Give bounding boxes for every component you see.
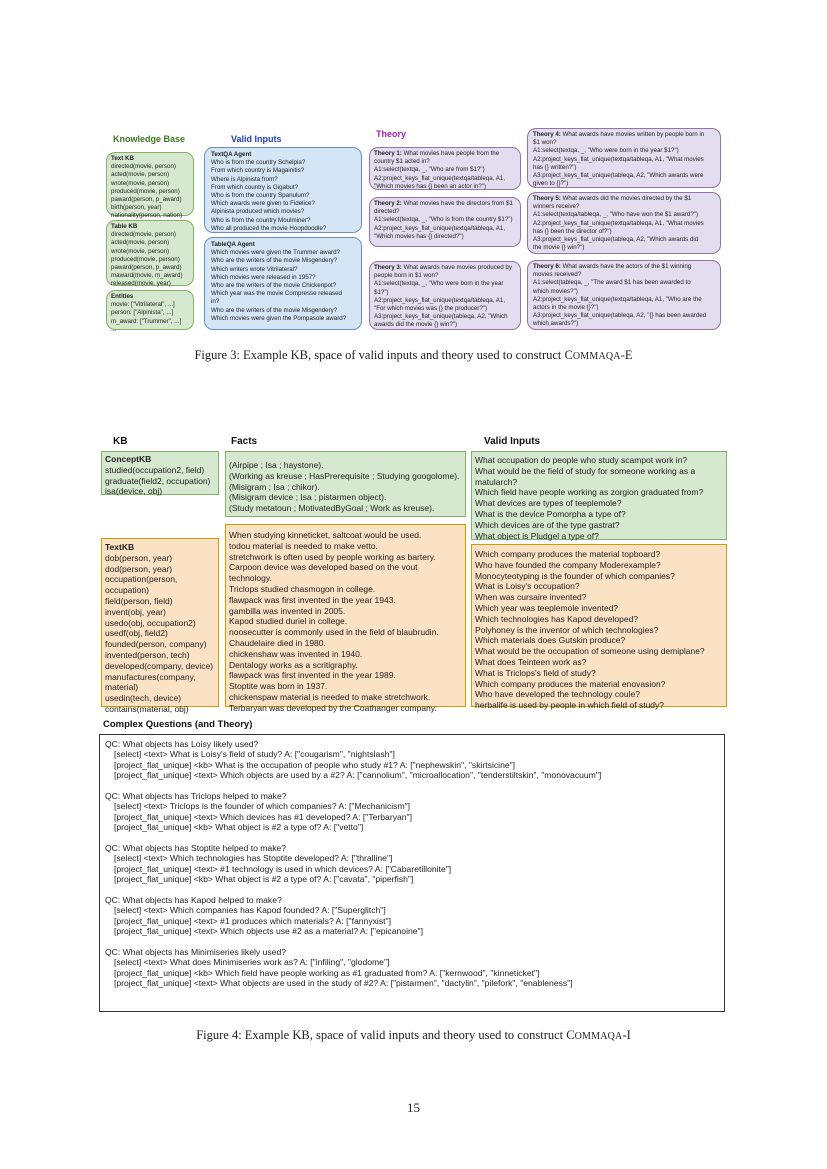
valid-input-question: Monocyteotyping is the founder of which companies? — [475, 570, 675, 581]
kb-relation: directed(movie, person) — [111, 163, 176, 171]
valid-input-question: What would be the occupation of someone using demiplane? — [475, 646, 705, 657]
theory-step: [project_flat_unique] <text> Which devices has #1 developed? A: ["Terbaryan"] — [114, 811, 412, 822]
fig3-theory-4 — [527, 128, 721, 188]
fig4-complex-header: Complex Questions (and Theory) — [103, 719, 253, 730]
theory-line: given to {}?") — [533, 180, 569, 188]
theory-step: [project_flat_unique] <text> Which objects use #2 as a material? A: ["epicanoine"] — [114, 926, 423, 937]
kb-relation: birth(person, year) — [111, 204, 162, 212]
fact-line: noosecutter is commonly used in the field of blaubrudin. — [229, 627, 439, 638]
valid-input-question: What devices are types of teeplemole? — [475, 498, 622, 509]
theory-line: has {} written?") — [533, 163, 577, 171]
fig3-caption-prefix: Figure 3: Example KB, space of valid inputs and theory used to construct C — [194, 348, 573, 362]
fig4-facts-header: Facts — [231, 436, 258, 447]
kb-relation: developed(company, device) — [105, 660, 214, 671]
kb-relation: contains(material, obj) — [105, 703, 189, 714]
kb-relation: paward(person, p_award) — [111, 264, 182, 272]
fact-line: flawpack was first invented in the year 1943. — [229, 594, 396, 605]
theory-line: "Which movies has {} directed?") — [374, 232, 464, 240]
theory-line: A2:project_keys_flat_unique(textqa/tableqa, A1, "What movies — [533, 155, 704, 163]
valid-input-question: What object is Pludgel a type of? — [475, 530, 599, 541]
fact-line: Dentalogy works as a scritigraphy. — [229, 659, 358, 670]
fact-line: When studying kinneticket, saltcoat would be used. — [229, 530, 422, 540]
theory-line: Theory 2: What movies have the directors from $1 — [374, 200, 513, 207]
fact-line: (Study metatoun ; MotivatedByGoal ; Work as kreuse). — [229, 503, 435, 514]
fact-line: todou material is needed to make vetto. — [229, 540, 378, 551]
valid-input-question: Who is from the country Spanulum? — [211, 192, 310, 200]
theory-line: actors in the movie {}?") — [533, 304, 599, 312]
kb-relation: usedin(tech, device) — [105, 693, 182, 704]
theory-line: A3:project_keys_flat_unique(tableqa, A2, "Which awards did — [533, 236, 699, 244]
fig4-text-facts — [225, 524, 466, 713]
theory-step: [project_flat_unique] <text> #1 technology is used in which devices? A: ["Cabaretillonite"] — [114, 863, 452, 874]
theory-line: which awards?") — [533, 320, 579, 328]
theory-title: Theory 4: — [533, 131, 563, 138]
theory-line: movies received? — [533, 271, 582, 279]
fact-line: (Working as kreuse ; HasPrerequisite ; Studying googolome). — [229, 470, 460, 481]
theory-step: [select] <text> What is Loisy's field of study? A: ["cougarism", "nightslash"] — [114, 749, 395, 760]
valid-input-question: From which country is Gigabut? — [211, 183, 299, 191]
theory-title: Theory 2: — [374, 200, 404, 207]
fact-line: stretchwork is often used by people working as bartery. — [229, 551, 436, 562]
valid-input-question: What is Loisy's occupation? — [475, 581, 580, 592]
theory-step: [project_flat_unique] <kb> Which field have people working as #1 graduated from? A: ["kernwood", "kinneticket"] — [114, 967, 540, 978]
valid-input-question: Which field have people working as zorgion graduated from? — [475, 487, 704, 498]
fig3-textqa-title: TextQA Agent — [211, 151, 252, 158]
theory-step: [project_flat_unique] <text> What objects are used in the study of #2? A: ["pistarmen", "dactylin", "pilefork", "enableness"] — [114, 978, 573, 989]
fig3-theory-5 — [527, 192, 721, 254]
fact-line: (Misigram ; Isa ; chikor). — [229, 481, 320, 492]
valid-input-question: Who all produced the movie Hoopdoodle? — [211, 224, 327, 232]
fig4-kb-header: KB — [113, 436, 128, 447]
theory-line: A2:project_keys_flat_unique(textqa/tableqa, A1, — [374, 224, 506, 232]
valid-input-question: When was cursaire invented? — [475, 592, 587, 603]
kb-relation: released(movie, year) — [111, 280, 171, 288]
fig3-kb-header: Knowledge Base — [113, 134, 186, 144]
kb-relation: wrote(movie, person) — [111, 179, 170, 187]
theory-step: [project_flat_unique] <kb> What is the occupation of people who study #1? A: ["nephewskin", "skirtsicine"] — [114, 759, 516, 770]
theory-line: Theory 3: What awards have movies produced by — [374, 264, 512, 271]
theory-line: A1:select(textqa, _, "Who were born in the year $1?") — [533, 147, 679, 155]
fact-line: chickenshaw was invented in 1940. — [229, 648, 363, 659]
kb-relation: dod(person, year) — [105, 563, 173, 574]
theory-line: A2:project_keys_flat_unique(textqa/tableqa, A1, — [374, 174, 506, 182]
fact-line: Chaudelaire died in 1980. — [229, 637, 326, 648]
fig3-textqa-agent — [204, 147, 362, 233]
valid-input-question: Which materials does Gutskin produce? — [475, 635, 626, 646]
theory-line: has {} been the director of?") — [533, 227, 612, 235]
theory-step: [select] <text> Triclops is the founder of which companies? A: ["Mechanicism"] — [114, 801, 411, 812]
kb-relation: directed(movie, person) — [111, 231, 176, 239]
fact-line: flawpack was first invented in the year 1989. — [229, 670, 396, 681]
fact-line: gambilla was invented in 2005. — [229, 605, 346, 616]
fig3-theory-6 — [527, 260, 721, 330]
valid-input-question: Which technologies has Kapod developed? — [475, 613, 639, 624]
valid-input-question: Which awards were given to Fidelice? — [211, 200, 315, 208]
fig3-theory-1 — [369, 147, 521, 190]
theory-line: A1:select(textqa/tableqa, _, "Who have won the $1 award?") — [533, 211, 699, 219]
fact-line: technology. — [229, 573, 272, 584]
kb-relation: manufactures(company, — [105, 671, 196, 682]
fig3-valid-inputs-header: Valid Inputs — [231, 134, 282, 144]
fig3-theory-3 — [369, 261, 521, 330]
theory-line: Theory 1: What movies have people from the — [374, 150, 500, 157]
complex-question: QC: What objects has Triclops helped to make? — [105, 791, 287, 802]
fig3-theory-header: Theory — [376, 129, 407, 139]
kb-relation: produced(movie, person) — [111, 255, 180, 263]
theory-line: $1?") — [374, 288, 389, 296]
theory-line: A2:project_keys_flat_unique(textqa/tableqa, A1, "What movies — [533, 219, 704, 227]
valid-input-question: matularch? — [475, 476, 518, 487]
theory-line: winners receive? — [533, 203, 580, 211]
kb-relation: studied(occupation2, field) — [105, 464, 205, 475]
fig3-entities — [106, 290, 194, 333]
fig4-text-kb-title: TextKB — [105, 542, 135, 552]
fact-line: Carpoon device was developed based on the vout — [229, 562, 418, 573]
theory-step: [project_flat_unique] <kb> What object is #2 a type of? A: ["cavata", "piperfish"] — [114, 874, 414, 885]
theory-line: Theory 5: What awards did the movies directed by the $1 — [533, 195, 692, 202]
fact-line: chickenspaw material is needed to make stretchwork. — [229, 691, 431, 702]
fig3-tableqa-agent — [204, 237, 362, 330]
valid-input-question: What is the device Pomorpha a type of? — [475, 508, 626, 519]
fig3-theory-2 — [369, 197, 521, 247]
fact-line: (Airpipe ; Isa ; haystone). — [229, 460, 324, 470]
valid-input-question: Polyhoney is the inventor of which technologies? — [475, 624, 659, 635]
fig3-tableqa-title: TableQA Agent — [211, 241, 255, 248]
kb-relation: occupation(person, — [105, 574, 178, 585]
fig4-caption-suffix: -I — [622, 1028, 631, 1042]
valid-input-question: From which country is Magainitis? — [211, 167, 305, 175]
entity-line: m_award: ["Trummer", ...] — [111, 317, 182, 325]
page-number: 15 — [407, 1100, 420, 1115]
theory-line: Theory 4: What awards have movies written by people born in — [533, 131, 705, 138]
fig3-entities-title: Entities — [111, 293, 134, 300]
valid-input-question: Which year was teeplemole invented? — [475, 602, 619, 613]
theory-line: A1:select(textqa, _, "Who are from $1?") — [374, 166, 485, 174]
theory-step: [select] <text> Which companies has Kapod founded? A: ["Superglitch"] — [114, 905, 386, 916]
fact-line: Triclops studied chasmogon in college. — [229, 583, 376, 594]
theory-line: country $1 acted in? — [374, 158, 430, 166]
kb-relation: paward(person, p_award) — [111, 196, 182, 204]
fig3-caption — [0, 348, 827, 363]
valid-input-question: Which year was the movie Compresse released — [211, 290, 343, 298]
theory-line: A1:select(textqa, _, "Who were born in the year — [374, 280, 504, 288]
fig4-caption-sc: OMMAQA — [574, 1031, 623, 1042]
valid-input-question: Which company produces the material topboard? — [475, 549, 661, 559]
entity-line: person: ["Alpinista", ...] — [111, 309, 174, 317]
complex-question: QC: What objects has Stoptite helped to make? — [105, 843, 287, 854]
complex-question-group — [105, 895, 719, 937]
theory-line: which movies?") — [533, 287, 578, 295]
fact-line: (Misigram device ; Isa ; pistarmen object). — [229, 492, 387, 503]
valid-input-question: Which movies were given the Trummer award? — [211, 249, 340, 257]
valid-input-question: Who are the writers of the movie Misgendery? — [211, 257, 338, 265]
valid-input-question: What occupation do people who study scampot work in? — [475, 455, 688, 465]
theory-line: "For which movies was {} the producer?") — [374, 305, 488, 313]
valid-input-question: Which company produces the material enovasion? — [475, 678, 666, 689]
valid-input-question: Alpinista produced which movies? — [211, 208, 305, 216]
fig3-caption-sc: OMMAQA — [572, 351, 621, 362]
entity-line: ... — [111, 325, 117, 333]
kb-relation: material) — [105, 682, 139, 693]
fact-line: Kapod studied duriel in college. — [229, 616, 348, 627]
theory-line: A3:project_keys_flat_unique(tableqa, A2, "{} has been awarded — [533, 312, 707, 320]
fig3-caption-suffix: -E — [620, 348, 633, 362]
kb-relation: maward(movie, m_award) — [111, 272, 183, 280]
fig4-concept-inputs — [471, 451, 727, 540]
entity-line: movie: ["Vitrilateral", ...] — [111, 301, 175, 309]
theory-step: [select] <text> What does Minimiseries work as? A: ["infiling", "glodome"] — [114, 957, 390, 968]
theory-title: Theory 1: — [374, 150, 404, 157]
valid-input-question: Who are the writers of the movie Misgendery? — [211, 306, 338, 314]
theory-line: A2:project_keys_flat_unique(textqa/tableqa, A1, — [374, 296, 506, 304]
fig3-text-kb-title: Text KB — [111, 155, 134, 162]
theory-title: Theory 6: — [533, 263, 563, 270]
kb-relation: wrote(movie, person) — [111, 247, 170, 255]
kb-relation: usedf(obj, field2) — [105, 628, 168, 639]
valid-input-question: What does Teinteen work as? — [475, 656, 587, 667]
complex-question-group — [105, 791, 719, 833]
kb-relation: founded(person, company) — [105, 639, 207, 650]
theory-line: A2:project_keys_flat_unique(textqa/tableqa, A1, "Who are the — [533, 295, 702, 303]
complex-question-group — [105, 947, 719, 989]
kb-relation: produced(movie, person) — [111, 187, 180, 195]
theory-title: Theory 3: — [374, 264, 404, 271]
fact-line: Stoptite was born in 1937. — [229, 681, 328, 692]
fig4-text-inputs — [471, 544, 727, 711]
kb-relation: isa(device, obj) — [105, 486, 163, 497]
kb-relation: field(person, field) — [105, 595, 173, 606]
kb-relation: acted(movie, person) — [111, 171, 170, 179]
complex-question-group — [105, 739, 719, 781]
theory-line: A3:project_keys_flat_unique(tableqa, A2, "Which awards were — [533, 172, 704, 180]
valid-input-question: Which writers wrote Vitrilateral? — [211, 265, 298, 273]
theory-line: A1:select(tableqa, _, "The award $1 has been awarded to — [533, 279, 691, 287]
theory-line: A1:select(textqa, _, "Who is from the country $1?") — [374, 216, 513, 224]
fig3-text-kb — [106, 152, 194, 220]
kb-relation: occupation) — [105, 585, 149, 596]
fact-line: Terbaryan was developed by the Coathanger company. — [229, 702, 437, 713]
complex-question-group — [105, 843, 719, 885]
fig4-complex-questions — [99, 734, 725, 1012]
fig4-concept-kb-title: ConceptKB — [105, 454, 152, 464]
valid-input-question: Who are the writers of the movie Chickenpot? — [211, 282, 337, 290]
fig4-text-kb — [101, 538, 219, 714]
valid-input-question: in? — [211, 298, 220, 306]
theory-line: "Which movies has {} been an actor in?") — [374, 182, 487, 190]
kb-relation: nationality(person, nation) — [111, 212, 183, 220]
theory-step: [project_flat_unique] <text> Which objects are used by a #2? A: ["cannolium", "microallocation", "tenderstiltskin", "monovacuum"] — [114, 770, 602, 781]
theory-line: people born in $1 won? — [374, 272, 439, 280]
valid-input-question: herbalife is used by people in which field of study? — [475, 700, 665, 711]
valid-input-question: Who is from the country Moulminer? — [211, 216, 311, 224]
valid-input-question: Which devices are of the type gastrat? — [475, 519, 620, 530]
theory-line: awards did the movie {} win?") — [374, 321, 458, 329]
fig4-concept-kb — [101, 451, 219, 495]
valid-input-question: What would be the field of study for someone working as a — [475, 465, 696, 476]
theory-step: [project_flat_unique] <kb> What object is #2 a type of? A: ["vetto"] — [114, 822, 364, 833]
valid-input-question: What is Triclops's field of study? — [475, 667, 596, 678]
kb-relation: acted(movie, person) — [111, 239, 170, 247]
fig4-valid-inputs-header: Valid Inputs — [484, 436, 541, 447]
valid-input-question: Which movies were released in 1957? — [211, 273, 316, 281]
kb-relation: graduate(field2, occupation) — [105, 475, 211, 486]
theory-line: directed? — [374, 208, 400, 216]
kb-relation: invent(obj, year) — [105, 606, 166, 617]
theory-line: Theory 6: What awards have the actors of the $1 winning — [533, 263, 692, 270]
kb-relation: dob(person, year) — [105, 552, 173, 563]
valid-input-question: Who is from the country Schelpla? — [211, 159, 306, 167]
valid-input-question: Who have developed the technology coule? — [475, 689, 640, 700]
valid-input-question: Which movies were given the Pompasole award? — [211, 314, 347, 322]
complex-question: QC: What objects has Minimiseries likely used? — [105, 947, 287, 958]
fig4-concept-facts — [225, 451, 466, 517]
fig4-caption-prefix: Figure 4: Example KB, space of valid inputs and theory used to construct C — [196, 1028, 575, 1042]
theory-step: [select] <text> Which technologies has Stoptite developed? A: ["thralline"] — [114, 853, 393, 864]
complex-question: QC: What objects has Kapod helped to make? — [105, 895, 282, 906]
theory-line: A3:project_keys_flat_unique(tableqa, A2, "Which — [374, 313, 508, 321]
kb-relation: invented(person, tech) — [105, 649, 190, 660]
theory-title: Theory 5: — [533, 195, 563, 202]
fig3-table-kb-title: Table KB — [111, 223, 138, 230]
valid-input-question: Where is Alpinista from? — [211, 175, 278, 183]
complex-question: QC: What objects has Loisy likely used? — [105, 739, 259, 749]
kb-relation: usedo(obj, occupation2) — [105, 617, 196, 628]
fig3-table-kb — [106, 220, 194, 286]
theory-line: the movie {} win?") — [533, 244, 585, 252]
theory-step: [project_flat_unique] <text> #1 produces which materials? A: ["fannyxist"] — [114, 915, 391, 926]
valid-input-question: Who have founded the company Moderexample? — [475, 559, 661, 570]
theory-line: $1 won? — [533, 139, 557, 147]
fig4-caption — [0, 1028, 827, 1043]
